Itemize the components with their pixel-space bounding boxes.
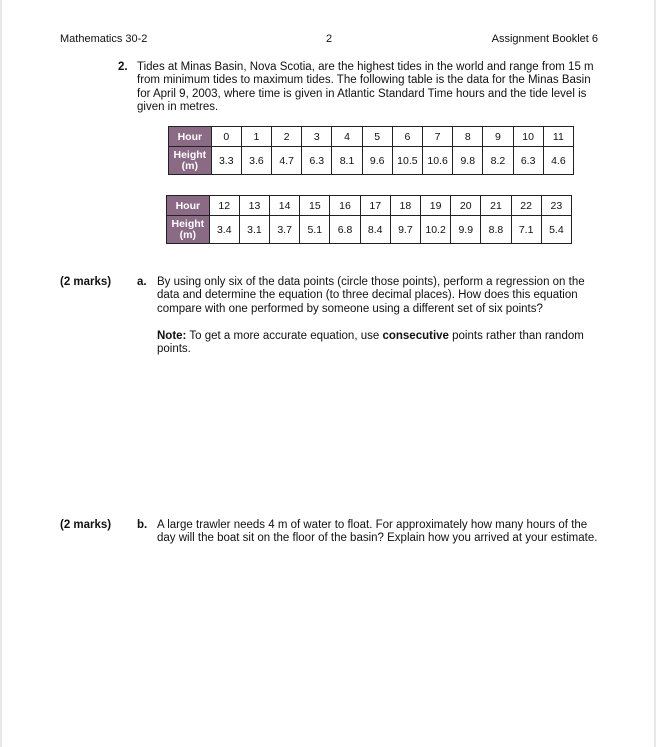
note-emphasis: consecutive xyxy=(382,330,449,342)
height-label: Height (m) xyxy=(169,147,212,175)
hour-cell: 7 xyxy=(422,127,452,147)
height-cell: 9.7 xyxy=(390,216,420,244)
hour-cell: 0 xyxy=(211,127,241,147)
height-cell: 3.6 xyxy=(241,147,271,175)
height-cell: 5.4 xyxy=(541,216,571,244)
hour-cell: 10 xyxy=(513,127,543,147)
part-a-note: Note: To get a more accurate equation, use consecutive points rather than random points. xyxy=(157,330,584,356)
hour-label: Hour xyxy=(167,196,210,216)
height-cell: 7.1 xyxy=(511,216,541,244)
height-cell: 8.8 xyxy=(481,216,511,244)
height-cell: 8.4 xyxy=(360,216,390,244)
height-cell: 3.4 xyxy=(209,216,239,244)
part-a-text: By using only six of the data points (circle those points), perform a regression on the data and determine the equation (to three decimal places). How does this equation compare with one performed by someone using a different set of six points? xyxy=(157,276,585,315)
height-row xyxy=(167,216,572,244)
hour-cell: 20 xyxy=(451,196,481,216)
height-label: Height (m) xyxy=(167,216,210,244)
tide-table-1 xyxy=(168,126,574,175)
height-cell: 6.3 xyxy=(513,147,543,175)
height-cell: 9.6 xyxy=(362,147,392,175)
hour-cell: 14 xyxy=(270,196,300,216)
height-cell: 4.7 xyxy=(272,147,302,175)
hour-cell: 23 xyxy=(541,196,571,216)
hour-label: Hour xyxy=(169,127,212,147)
height-cell: 6.3 xyxy=(302,147,332,175)
hour-cell: 13 xyxy=(239,196,269,216)
hour-cell: 18 xyxy=(390,196,420,216)
hour-cell: 5 xyxy=(362,127,392,147)
header-booklet: Assignment Booklet 6 xyxy=(491,33,598,45)
document-page xyxy=(2,0,654,747)
hour-row xyxy=(169,127,574,147)
part-a-marks: (2 marks) xyxy=(60,276,112,288)
hour-cell: 2 xyxy=(272,127,302,147)
height-cell: 3.1 xyxy=(239,216,269,244)
hour-cell: 17 xyxy=(360,196,390,216)
part-b-letter: b. xyxy=(137,519,148,531)
height-row xyxy=(169,147,574,175)
hour-cell: 12 xyxy=(209,196,239,216)
height-cell: 10.2 xyxy=(420,216,450,244)
hour-cell: 19 xyxy=(420,196,450,216)
part-a-letter: a. xyxy=(137,276,147,288)
question-text: Tides at Minas Basin, Nova Scotia, are the highest tides in the world and range from 15 m from minimum tides to maximum tides. The following table is the data for the Minas Basin for April 9, 2003, where time is given in Atlantic Standard Time hours and the tide level is given in metres. xyxy=(137,61,594,114)
height-cell: 8.1 xyxy=(332,147,362,175)
height-cell: 9.8 xyxy=(453,147,483,175)
hour-row xyxy=(167,196,572,216)
hour-cell: 11 xyxy=(543,127,573,147)
hour-cell: 3 xyxy=(302,127,332,147)
tide-table-2 xyxy=(166,195,572,244)
hour-cell: 9 xyxy=(483,127,513,147)
question-number: 2. xyxy=(118,61,128,73)
height-cell: 4.6 xyxy=(543,147,573,175)
height-cell: 6.8 xyxy=(330,216,360,244)
height-cell: 3.3 xyxy=(211,147,241,175)
hour-cell: 21 xyxy=(481,196,511,216)
hour-cell: 22 xyxy=(511,196,541,216)
header-course: Mathematics 30-2 xyxy=(60,33,148,45)
height-cell: 5.1 xyxy=(300,216,330,244)
hour-cell: 1 xyxy=(241,127,271,147)
height-cell: 10.6 xyxy=(422,147,452,175)
part-b-marks: (2 marks) xyxy=(60,519,112,531)
part-b-text: A large trawler needs 4 m of water to float. For approximately how many hours of the day will the boat sit on the floor of the basin? Explain how you arrived at your estimate. xyxy=(157,519,598,545)
height-cell: 9.9 xyxy=(451,216,481,244)
height-cell: 10.5 xyxy=(392,147,422,175)
height-cell: 8.2 xyxy=(483,147,513,175)
hour-cell: 8 xyxy=(453,127,483,147)
hour-cell: 15 xyxy=(300,196,330,216)
height-cell: 3.7 xyxy=(270,216,300,244)
note-label: Note: xyxy=(157,330,187,342)
hour-cell: 16 xyxy=(330,196,360,216)
header-page-number: 2 xyxy=(326,33,333,45)
hour-cell: 6 xyxy=(392,127,422,147)
hour-cell: 4 xyxy=(332,127,362,147)
